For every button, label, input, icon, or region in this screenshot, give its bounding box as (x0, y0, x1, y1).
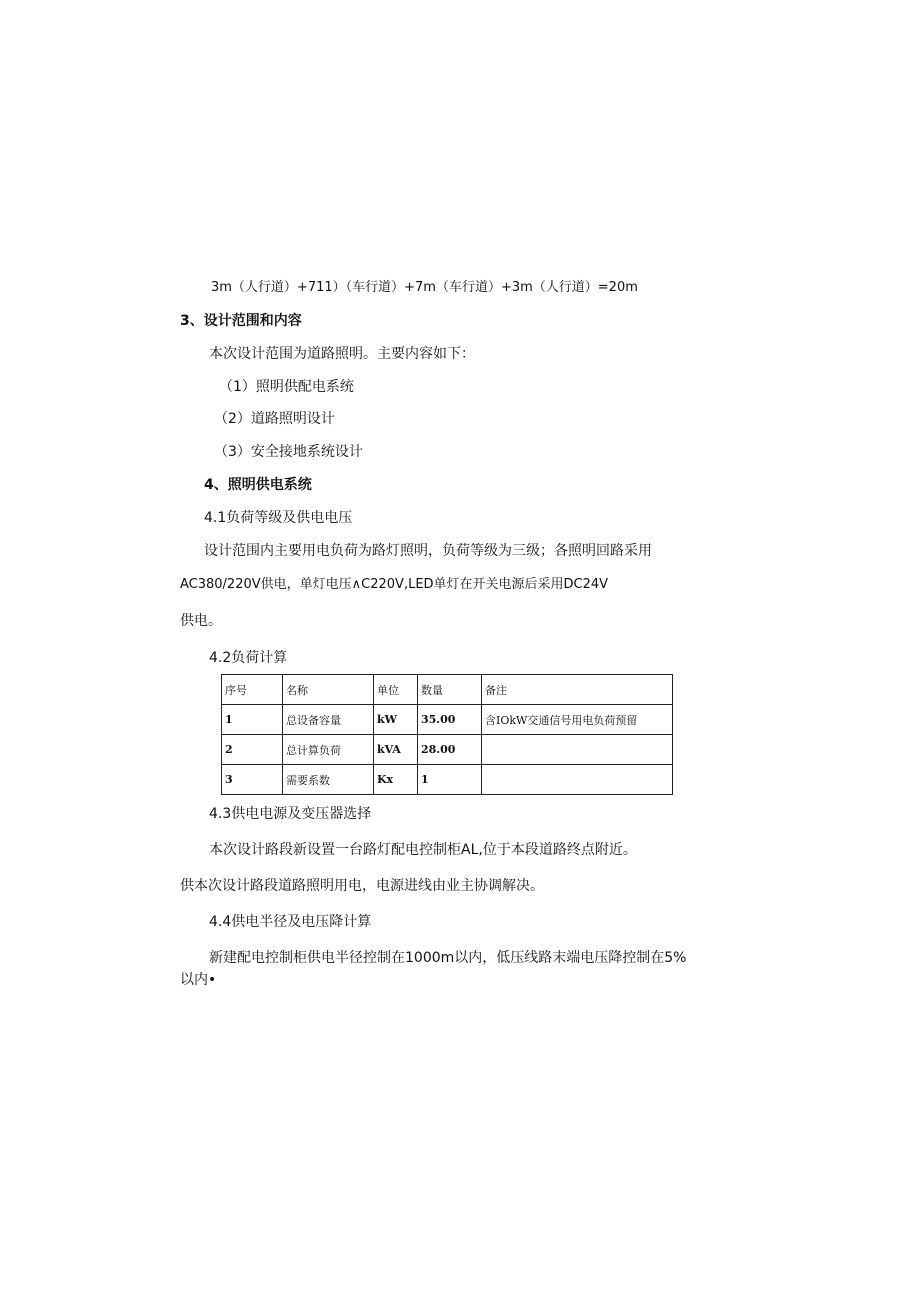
section-4-3-heading: 4.3供电电源及变压器选择 (209, 806, 372, 822)
section-3-intro: 本次设计范围为道路照明。主要内容如下： (209, 346, 475, 362)
table-cell: kW (374, 705, 418, 735)
table-header-cell: 名称 (283, 675, 374, 705)
table-cell: 28.00 (418, 735, 482, 765)
section-4-4-line-2: 以内• (180, 972, 217, 988)
section-4-1-line-2: AC380/220V供电，单灯电压∧C220V,LED单灯在开关电源后采用DC24V (180, 577, 609, 592)
table-cell (482, 765, 673, 795)
table-cell: 含IOkW交通信号用电负荷预留 (482, 705, 673, 735)
table-header-row (222, 675, 673, 705)
table-header-cell: 单位 (374, 675, 418, 705)
table-row (222, 705, 673, 735)
section-4-heading: 4、照明供电系统 (204, 477, 312, 493)
table-cell: 2 (222, 735, 283, 765)
table-cell: kVA (374, 735, 418, 765)
table-cell: 35.00 (418, 705, 482, 735)
road-section-formula: 3m（人行道）+711）（车行道）+7m（车行道）+3m（人行道）=20m (211, 280, 638, 295)
section-4-3-line-2: 供本次设计路段道路照明用电，电源进线由业主协调解决。 (180, 878, 544, 894)
section-4-1-line-3: 供电。 (180, 613, 222, 629)
table-header-cell: 数量 (418, 675, 482, 705)
section-3-item-1: （1）照明供配电系统 (219, 379, 354, 395)
table-row (222, 735, 673, 765)
table-header-cell: 序号 (222, 675, 283, 705)
section-4-4-line-1: 新建配电控制柜供电半径控制在1000m以内，低压线路末端电压降控制在5% (209, 950, 687, 966)
table-cell: 总计算负荷 (283, 735, 374, 765)
table-cell (482, 735, 673, 765)
section-4-1-heading: 4.1负荷等级及供电电压 (204, 510, 353, 526)
table-cell: 1 (222, 705, 283, 735)
table-cell: 总设备容量 (283, 705, 374, 735)
table-cell: Kx (374, 765, 418, 795)
section-4-3-line-1: 本次设计路段新设置一台路灯配电控制柜AL,位于本段道路终点附近。 (209, 842, 637, 858)
section-3-heading: 3、设计范围和内容 (180, 313, 302, 329)
section-4-2-heading: 4.2负荷计算 (209, 650, 288, 666)
section-4-4-heading: 4.4供电半径及电压降计算 (209, 914, 372, 930)
section-4-1-line-1: 设计范围内主要用电负荷为路灯照明，负荷等级为三级；各照明回路采用 (204, 543, 652, 559)
section-3-item-3: （3）安全接地系统设计 (214, 444, 363, 460)
section-3-item-2: （2）道路照明设计 (214, 411, 335, 427)
table-row (222, 765, 673, 795)
table-header-cell: 备注 (482, 675, 673, 705)
table-cell: 1 (418, 765, 482, 795)
table-cell: 3 (222, 765, 283, 795)
load-calculation-table (221, 674, 673, 795)
table-cell: 需要系数 (283, 765, 374, 795)
